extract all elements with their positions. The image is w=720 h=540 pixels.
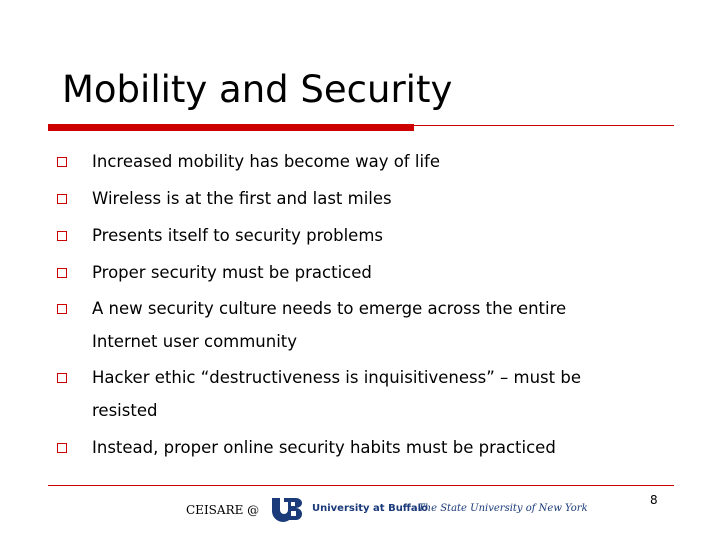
bullet-text-line-2: resisted (92, 401, 158, 420)
title-underline-bar (48, 124, 414, 131)
ub-logo-icon (270, 496, 306, 522)
bullet-text-line-1: A new security culture needs to emerge across the entire (92, 299, 567, 318)
bullet-text: Presents itself to security problems (92, 226, 383, 245)
hollow-square-bullet-icon (57, 194, 67, 204)
title-underline-rule (414, 125, 674, 126)
hollow-square-bullet-icon (57, 268, 67, 278)
bullet-text: Wireless is at the first and last miles (92, 189, 392, 208)
bullet-text-line-1: Hacker ethic “destructiveness is inquisitiveness” – must be (92, 368, 581, 387)
hollow-square-bullet-icon (57, 304, 67, 314)
hollow-square-bullet-icon (57, 157, 67, 167)
slide-title: Mobility and Security (62, 68, 453, 111)
bullet-text: Instead, proper online security habits must be practiced (92, 438, 556, 457)
hollow-square-bullet-icon (57, 373, 67, 383)
bullet-text: Proper security must be practiced (92, 263, 372, 282)
logo-state-text: The State University of New York (418, 503, 588, 514)
bullet-text-line-2: Internet user community (92, 332, 298, 351)
university-logo (270, 496, 588, 522)
bullet-text: Increased mobility has become way of life (92, 152, 440, 171)
footer-rule (48, 485, 674, 486)
page-number: 8 (650, 493, 658, 507)
footer-text: CEISARE @ (186, 503, 260, 517)
logo-university-text: University at Buffalo (312, 503, 428, 514)
hollow-square-bullet-icon (57, 443, 67, 453)
hollow-square-bullet-icon (57, 231, 67, 241)
